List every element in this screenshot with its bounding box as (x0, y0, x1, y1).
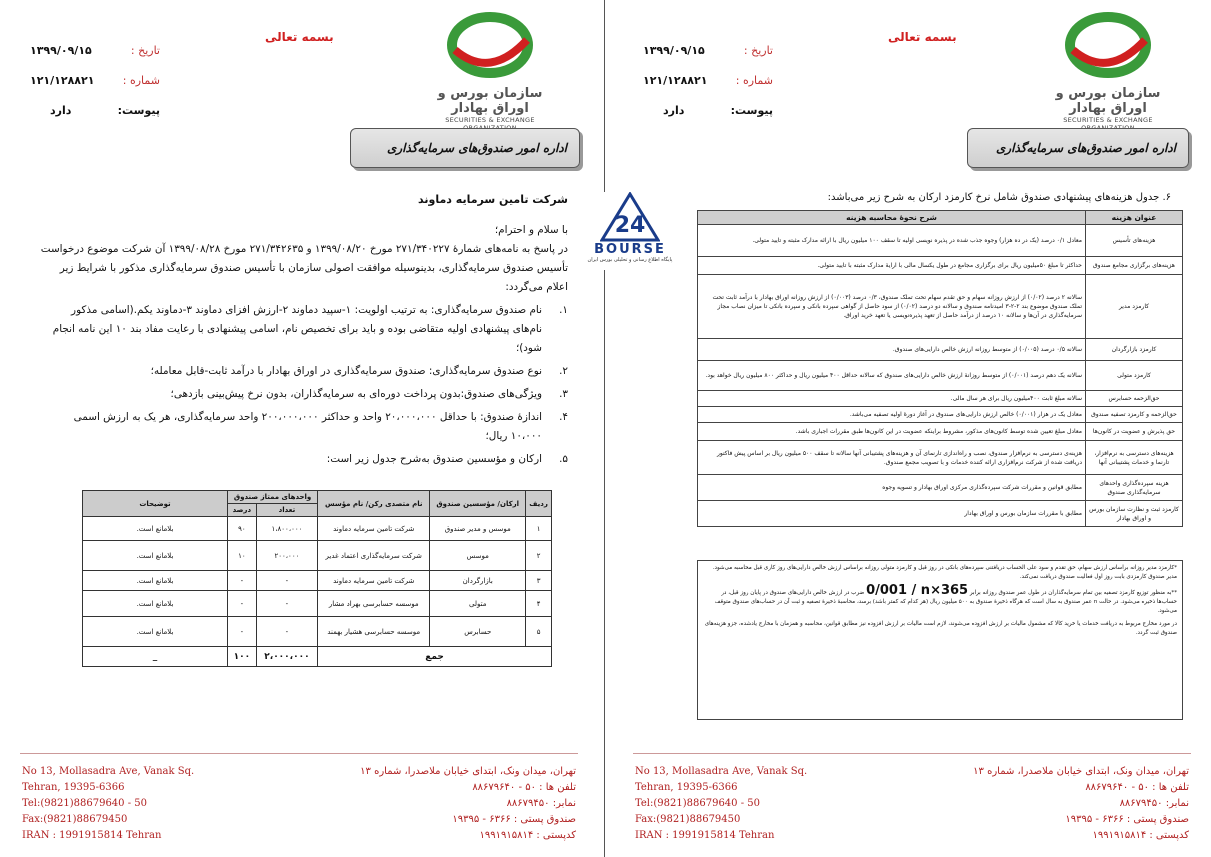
basmala: بسمه تعالی (888, 30, 957, 44)
table-row: ۵ حسابرس موسسه حسابرسی هشیار بهمند - - بلامانع است. (83, 617, 552, 647)
table-row: ۱ موسس و مدیر صندوق شرکت تامین سرمایه دماوند ۱،۸۰۰،۰۰۰ ۹۰ بلامانع است. (83, 517, 552, 541)
seo-emblem-icon (445, 10, 535, 80)
table-row: هزینه‌های دسترسی به نرم‌افزار، تارنما و خدمات پشتیبانی آنها هزینه‌ی دسترسی به نرم‌افزار صندوق، نصب و راه‌اندازی تارنمای آن و هزینه‌های پشتیبانی آنها سالانه تا سقف ۵۰۰ میلیون ریال بر اساس پیش فاکتور دریافت شده از شرکت نرم‌افزاری ارائه کننده خدمات و با تصویب مجمع صندوق. (698, 441, 1183, 475)
attachment-label: پیوست: (730, 104, 773, 117)
col-header: نام متصدی رکن/ نام مؤسس (318, 491, 430, 517)
greeting: با سلام و احترام؛ (494, 224, 568, 236)
letter-page-2 (613, 0, 1211, 857)
liquidation-formula: 0/001 / n×365 (866, 583, 969, 598)
table-row: کارمزد ثبت و نظارت سازمان بورس و اوراق بهادار مطابق با مقررات سازمان بورس و اوراق بهادار (698, 501, 1183, 527)
footer-divider (633, 753, 1191, 754)
col-header: عنوان هزینه (1086, 211, 1183, 225)
page-divider (604, 0, 605, 857)
col-header: شرح نحوهٔ محاسبه هزینه (698, 211, 1086, 225)
number-value: ۱۲۱/۱۲۸۸۲۱ (30, 74, 95, 87)
founders-table (82, 490, 552, 667)
logo-text-en: SECURITIES & EXCHANGE (445, 116, 535, 124)
recipient-company: شرکت تامین سرمایه دماوند (418, 193, 568, 206)
col-header: تعداد (256, 504, 317, 517)
letter-meta (643, 44, 773, 134)
table-row: هزینه سپرده‌گذاری واحدهای سرمایه‌گذاری صندوق مطابق قوانین و مقررات شرکت سپرده‌گذاری مرکزی اوراق بهادار و تسویه وجوه (698, 475, 1183, 501)
svg-text:24: 24 (614, 213, 646, 238)
footer-address-fa: تهران، میدان ونک، ابتدای خیابان ملاصدرا، شماره ۱۳ تلفن ها : ۵۰ - ۸۸۶۷۹۶۴۰ نمابر: ۸۸۶۷۹۴۵۰ صندوق پستی : ۶۳۶۶ - ۱۹۳۹۵ کدپستی : ۱۹۹۱۹۱۵۸۱۴ (360, 766, 576, 841)
table-row: کارمزد متولی سالانه یک دهم درصد (۰/۰۰۱) از متوسط روزانهٔ ارزش خالص دارایی‌های صندوق که سالانه حداقل ۴۰۰ میلیون ریال و حداکثر ۸۰۰ میلیون ریال خواهد بود. (698, 361, 1183, 391)
note-vat: در مورد مخارج مربوط به دریافت خدمات یا خرید کالا که مشمول مالیات بر ارزش افزوده می‌شوند، لازم است مالیات بر ارزش افزوده نیز مطابق قوانین، محاسبه و همزمان با مخارج یادشده، جزو هزینه‌های صندوق ثبت گردد. (704, 621, 1177, 636)
list-item: ۱. نام صندوق سرمایه‌گذاری: به ترتیب اولویت: ۱-سپید دماوند ۲-ارزش افزای دماوند ۳-دماوند یکم.(اسامی مذکور نام‌های پیشنهادی اولیه متقاضی بوده و باید برای تخصیص نام، اسامی پیشنهادی با رعایت مفاد بند ۱۰ این نامه انجام شود)؛ (52, 304, 568, 354)
table-row: هزینه‌های برگزاری مجامع صندوق حداکثر تا مبلغ ۵۰میلیون ریال برای برگزاری مجامع در طول یکسال مالی با ارایهٔ مدارک مثبته با تایید متولی. (698, 257, 1183, 275)
letter-page-1 (0, 0, 598, 857)
table-row: حق پذیرش و عضویت در کانون‌ها معادل مبلغ تعیین شده توسط کانون‌های مذکور، مشروط براینکه عضویت در این کانون‌ها طبق مقررات اجباری باشد. (698, 423, 1183, 441)
bourse-watermark-logo (578, 192, 682, 270)
list-item: ۴. اندازهٔ صندوق: با حداقل ۲۰،۰۰۰،۰۰۰ واحد و حداکثر ۲۰۰،۰۰۰،۰۰۰ واحد سرمایه‌گذاری، هر یک به ارزش اسمی ۱۰،۰۰۰ ریال؛ (73, 411, 568, 442)
date-value: ۱۳۹۹/۰۹/۱۵ (30, 44, 92, 57)
col-header: ردیف (526, 491, 552, 517)
bourse-24-icon (600, 192, 660, 242)
col-header: درصد (228, 504, 257, 517)
fees-notes (697, 560, 1183, 720)
date-label: تاریخ : (130, 44, 160, 57)
list-item: ۵. ارکان و مؤسسین صندوق به‌شرح جدول زیر است: (326, 453, 568, 465)
list-item: ۳. ویژگی‌های صندوق:بدون پرداخت دوره‌ای به سرمایه‌گذاران، بدون نرخ پیش‌بینی بازدهی؛ (170, 388, 568, 400)
table-total-row: جمع ۲،۰۰۰،۰۰۰ ۱۰۰ _ (83, 647, 552, 667)
table-row: کارمزد بازارگردان سالانه ۰/۵ درصد (۰/۰۰۵) از متوسط روزانه ارزش خالص دارایی‌های صندوق. (698, 339, 1183, 361)
logo-text-en: SECURITIES & EXCHANGE (1063, 116, 1153, 124)
letter-intro: در پاسخ به نامه‌های شمارهٔ ۲۷۱/۳۴۰۲۲۷ مورخ ۱۳۹۹/۰۸/۲۰ و ۲۷۱/۳۴۲۶۳۵ مورخ ۱۳۹۹/۰۸/۲۸ آن شرکت موضوع درخواست تأسیس صندوق سرمایه‌گذاری، بدینوسیله موافقت اصولی سازمان با تأسیس صندوق سرمایه‌گذاری مذکور با شرایط زیر اعلام می‌گردد: (40, 243, 568, 293)
bourse-subtitle: پایگاه اطلاع رسانی و تحلیلی بورس ایران (587, 257, 673, 263)
table-row: ۳ بازارگردان شرکت تامین سرمایه دماوند - - بلامانع است. (83, 571, 552, 591)
col-header: ارکان/ مؤسسین صندوق (430, 491, 526, 517)
number-label: شماره : (122, 74, 160, 87)
note-liquidation-fee: **به منظور توزیع کارمزد تصفیه بین تمام سرمایه‌گذاران در طول عمر صندوق روزانه برابر 0/001 / n×365 ضرب در ارزش خالص دارایی‌های صندوق در پایان روز قبل، در حساب‌ها ذخیره می‌شود. در حالت n عمر صندوق به سال است که هرگاه ذخیرهٔ صندوق به ۵۰۰ میلیون ریال (هر کدام که کمتر باشد) برسد، محاسبهٔ ذخیرهٔ تصفیه و ثبت آن در حساب‌های صندوق متوقف می‌شود. (714, 583, 1177, 614)
logo-text-fa: سازمان بورس و اوراق بهادار (1055, 86, 1161, 116)
number-value: ۱۲۱/۱۲۸۸۲۱ (643, 74, 708, 87)
footer-divider (20, 753, 578, 754)
letter-body (40, 190, 568, 469)
fees-intro: ۶. جدول هزینه‌های پیشنهادی صندوق شامل نرخ کارمزد ارکان به شرح زیر می‌باشد: (827, 192, 1171, 203)
department-banner: اداره امور صندوق‌های سرمایه‌گذاری (350, 128, 580, 168)
attachment-value: دارد (50, 104, 72, 117)
attachment-value: دارد (663, 104, 685, 117)
letter-meta (30, 44, 160, 134)
table-row: کارمزد مدیر سالانه ۲ درصد (۰/۰۲) از ارزش روزانه سهام و حق تقدم سهام تحت تملک صندوق، ۰/۳ درصد (۰/۰۰۳) از ارزش روزانه اوراق بهادار با درآمد ثابت تحت تملک صندوق موضوع بند ۲-۲-۳ امیدنامه صندوق و سالانه دو درصد (۰/۰۲) از سود حاصل از گواهی سپرده بانکی و سپرده بانکی تا میزان نصاب مجاز سرمایه‌گذاری در آن‌ها و سالانه ۱۰ درصد از درآمد حاصل از تعهد پذیره‌نویسی یا تعهد خرید اوراق. (698, 275, 1183, 339)
table-row: هزینه‌های تأسیس معادل ۰/۱ درصد (یک در ده هزار) وجوه جذب شده در پذیره نویسی اولیه تا سقف ۱۰۰ میلیون ریال با ارائه مدارک مثبته و تایید متولی. (698, 225, 1183, 257)
table-row: حق‌الزحمه حسابرس سالانه مبلغ ثابت ۴۰۰میلیون ریال برای هر سال مالی. (698, 391, 1183, 407)
footer-address-fa: تهران، میدان ونک، ابتدای خیابان ملاصدرا، شماره ۱۳ تلفن ها : ۵۰ - ۸۸۶۷۹۶۴۰ نمابر: ۸۸۶۷۹۴۵۰ صندوق پستی : ۶۳۶۶ - ۱۹۳۹۵ کدپستی : ۱۹۹۱۹۱۵۸۱۴ (973, 766, 1189, 841)
logo-text-fa: سازمان بورس و اوراق بهادار (437, 86, 543, 116)
footer-address-en: No 13, Mollasadra Ave, Vanak Sq. Tehran, 19395-6366 Tel:(9821)88679640 - 50 Fax:(9821)88679450 IRAN : 1991915814 Tehran (635, 766, 808, 841)
seo-emblem-icon (1063, 10, 1153, 80)
attachment-label: پیوست: (117, 104, 160, 117)
bourse-name: BOURSE (594, 242, 666, 257)
footer-address-en: No 13, Mollasadra Ave, Vanak Sq. Tehran, 19395-6366 Tel:(9821)88679640 - 50 Fax:(9821)88679450 IRAN : 1991915814 Tehran (22, 766, 195, 841)
col-header: توضیحات (83, 491, 228, 517)
table-row: حق‌الزحمه و کارمزد تصفیه صندوق معادل یک در هزار (۰/۰۰۱) خالص ارزش دارایی‌های صندوق در آغاز دورهٔ اولیه تصفیه می‌باشد. (698, 407, 1183, 423)
fees-table (697, 210, 1183, 527)
note-manager-fee: *کارمزد مدیر روزانه براساس ارزش سهام، حق تقدم و سود علی الحساب دریافتنی سپرده‌های بانکی در روز قبل و کارمزد متولی روزانه براساس ارزش خالص دارایی‌های روز کاری قبل محاسبه می‌شود. مدیر صندوق کارمزدی بابت روز اول فعالیت صندوق دریافت نمی‌کند. (712, 565, 1177, 580)
list-item: ۲. نوع صندوق سرمایه‌گذاری: صندوق سرمایه‌گذاری در اوراق بهادار با درآمد ثابت-قابل معامله؛ (150, 365, 568, 377)
col-header: واحدهای ممتاز صندوق (228, 491, 318, 504)
seo-logo (420, 10, 560, 124)
seo-logo (1038, 10, 1178, 124)
basmala: بسمه تعالی (265, 30, 334, 44)
table-row: ۲ موسس شرکت سرمایه‌گذاری اعتماد غدیر ۲۰۰،۰۰۰ ۱۰ بلامانع است. (83, 541, 552, 571)
number-label: شماره : (735, 74, 773, 87)
table-row: ۴ متولی موسسه حسابرسی بهراد مشار - - بلامانع است. (83, 591, 552, 617)
date-value: ۱۳۹۹/۰۹/۱۵ (643, 44, 705, 57)
department-banner: اداره امور صندوق‌های سرمایه‌گذاری (967, 128, 1189, 168)
date-label: تاریخ : (743, 44, 773, 57)
